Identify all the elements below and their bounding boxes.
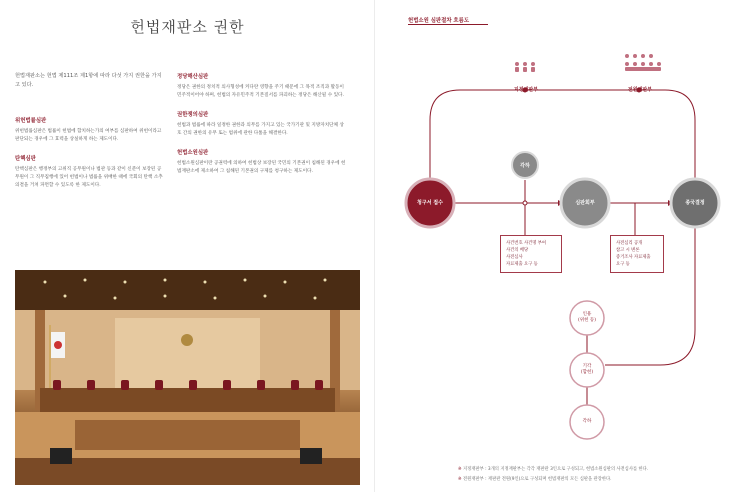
- section-body: 정당은 권한의 정치적 의사형성에 커다란 영향을 주기 때문에 그 목적 조직과 활동이 민주적이어야 하며, 헌법의 자유민주적 기본질서를 파괴하는 정당은 해산될 수 있다.: [177, 85, 344, 98]
- box-line: 요구 등: [616, 262, 630, 267]
- section-body: 탄핵심판은 행정부의 고위직 공무원이나 법관 등과 같이 신분이 보장된 공무원이 그 직무집행에 있어 헌법이나 법률을 위배한 때에 국회의 탄핵 소추 의결을 거쳐 파면할 수 있도록 한 제도이다.: [15, 167, 163, 188]
- section-impeachment: [15, 154, 165, 190]
- section-body: 위헌법률심판은 법률이 헌법에 합치하는가의 여부를 심판하여 위헌이라고 판단되는 경우에 그 효력을 상실하게 하는 제도이다.: [15, 129, 162, 142]
- box-line: 사전심리 공개: [616, 241, 643, 246]
- node-review-label: 심판회부: [575, 200, 595, 206]
- section-competence-dispute: [177, 110, 347, 138]
- junction-dot: [523, 201, 527, 205]
- section-body: 헌법소원심판이란 공권력에 의하여 헌법상 보장된 국민의 기본권이 침해된 경우에 헌법재판소에 제소하여 그 침해된 기본권의 구제를 청구하는 제도이다.: [177, 161, 346, 174]
- section-party-dissolution: [177, 72, 347, 100]
- intro-text: 헌법재판소는 헌법 제111조 제1항에 따라 다섯 가지 권한을 가지고 있다.: [15, 73, 162, 88]
- section-constitutional-review: [15, 116, 165, 144]
- outcome-upheld-label: 인용 (위헌 등): [578, 312, 596, 323]
- node-dismiss-label: 각하: [520, 163, 530, 169]
- loop-line: [430, 90, 695, 195]
- courtroom-illustration: [15, 270, 360, 485]
- pre-review-box: [500, 235, 562, 273]
- flowchart-diagram: [375, 0, 750, 492]
- designated-panel-label: 지정재판부: [513, 87, 539, 93]
- left-column: [15, 72, 165, 200]
- box-line: 사건의 배당: [506, 248, 529, 253]
- section-heading: 정당해산심판: [177, 74, 209, 80]
- outcome-dismissed-label: 각하: [582, 419, 592, 424]
- page-title: 헌법재판소 권한: [130, 18, 245, 36]
- section-heading: 위헌법률심판: [15, 118, 47, 124]
- hearing-box: [610, 235, 664, 273]
- footnote-designated: [458, 466, 648, 472]
- note-mark: ※: [458, 477, 462, 482]
- box-line: 참고 시 변론: [616, 248, 640, 253]
- box-line: 증거조사 자료제출: [616, 255, 651, 260]
- note-text: 전원재판부 : 재판관 전원(9인)으로 구성되며 헌법재판의 모든 심판을 관장한다.: [462, 477, 612, 482]
- section-heading: 헌법소원심판: [177, 150, 209, 156]
- right-column: [177, 72, 347, 186]
- courtroom-photo: [15, 270, 360, 485]
- outcome-rejected-label: 기각 (합헌): [580, 364, 594, 375]
- section-constitutional-complaint: [177, 148, 347, 176]
- note-mark: ※: [458, 467, 462, 472]
- full-panel-label: 전원재판부: [627, 87, 653, 93]
- section-heading: 권한쟁의심판: [177, 112, 209, 118]
- section-body: 헌법과 법률에 따라 일정한 권한과 의무를 가지고 있는 국가기관 및 지방자치단체 상호 간의 권한의 유무 또는 범위에 관한 다툼을 해결한다.: [177, 123, 344, 136]
- box-line: 사전심사: [506, 255, 523, 260]
- people-icon: [515, 62, 535, 72]
- flowchart-title: 헌법소원 심판절차 흐름도: [408, 18, 470, 24]
- box-line: 사건번호 사건명 부여: [506, 241, 547, 246]
- section-heading: 탄핵심판: [15, 156, 36, 162]
- node-decision-label: 종국결정: [685, 200, 705, 206]
- node-filing-label: 청구서 접수: [417, 200, 443, 206]
- note-text: 지정재판부 : 3개의 지정재판부는 각각 재판관 3인으로 구성되고, 헌법소원심판의 사전심사를 한다.: [462, 467, 649, 472]
- footnote-full: [458, 476, 611, 482]
- people-icon: [625, 54, 661, 71]
- box-line: 자료제출 요구 등: [506, 262, 538, 267]
